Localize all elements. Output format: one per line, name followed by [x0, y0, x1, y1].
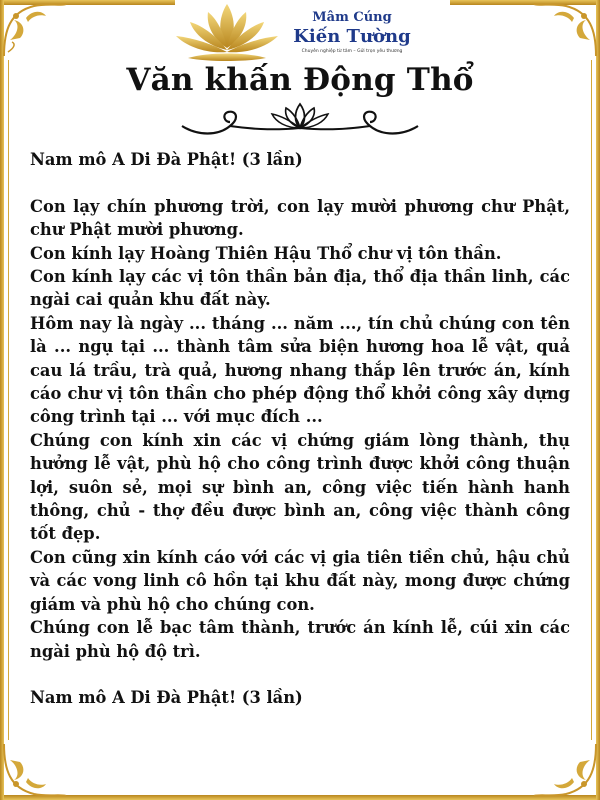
brand-tagline: Chuyên nghiệp từ tâm – Gửi trọn yêu thương [301, 49, 403, 54]
opening-invocation: Nam mô A Di Đà Phật! (3 lần) [30, 150, 303, 169]
corner-ornament-icon [530, 740, 600, 800]
frame-right [596, 0, 600, 800]
frame-inner-left [8, 60, 9, 740]
frame-bottom [0, 795, 600, 800]
lotus-logo-icon [168, 0, 286, 68]
paragraph: Con kính lạy các vị tôn thần bản địa, thổ địa thần linh, các ngài cai quản khu đất này. [30, 267, 570, 310]
frame-left [0, 0, 4, 800]
frame-inner-right [591, 60, 592, 740]
lotus-flourish-icon [178, 100, 422, 138]
paragraph: Hôm nay là ngày ... tháng ... năm ..., tín chủ chúng con tên là ... ngụ tại ... thành tâm sửa biện hương hoa lễ vật, quả cau lá trầu, trà quả, hương nhang thắp lên trước án, kính cáo chư vị tôn thần cho phép động thổ khởi công xây dựng công trình tại ... với mục đích ... [30, 313, 570, 427]
corner-ornament-icon [530, 0, 600, 60]
brand-name-line1: Mâm Cúng [312, 10, 392, 25]
prayer-text [30, 148, 570, 710]
paragraph: Con kính lạy Hoàng Thiên Hậu Thổ chư vị tôn thần. [30, 243, 502, 263]
paragraph: Con lạy chín phương trời, con lạy mười phương chư Phật, chư Phật mười phương. [30, 196, 570, 240]
paragraph: Con cũng xin kính cáo với các vị gia tiên tiền chủ, hậu chủ và các vong linh cô hồn tại khu đất này, mong được chứng giám và phù hộ cho chúng con. [30, 547, 570, 614]
closing-invocation: Nam mô A Di Đà Phật! (3 lần) [30, 688, 303, 708]
page-title: Văn khấn Động Thổ [126, 62, 474, 98]
corner-ornament-icon [0, 740, 70, 800]
brand-block [282, 10, 422, 55]
paragraph: Chúng con lễ bạc tâm thành, trước án kính lễ, cúi xin các ngài phù hộ độ trì. [30, 618, 570, 661]
corner-ornament-icon [0, 0, 70, 60]
paragraph: Chúng con kính xin các vị chứng giám lòng thành, thụ hưởng lễ vật, phù hộ cho công trình được khởi công thuận lợi, suôn sẻ, mọi sự bình an, công việc tiến hành hanh thông, chủ - thợ đều được bình an, công việc thành công tốt đẹp. [30, 430, 570, 544]
brand-name-line2: Kiến Tường [293, 26, 411, 47]
